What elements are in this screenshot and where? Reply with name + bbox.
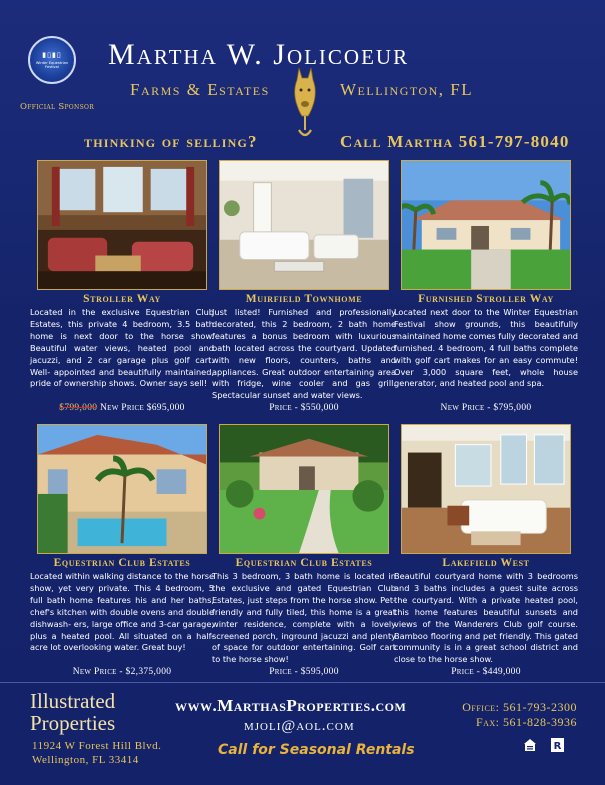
listing-description: Located within walking distance to the horse show, yet very private. This 4 bedroom, 5 full bath home features his and her baths, chef's kitchen with double ovens and double dishwash- ers, large office and 3-car garage, plus a heated pool. All situated on a half-acre lot overlooking water. Great buy! xyxy=(30,571,214,653)
svg-text:R: R xyxy=(553,741,562,752)
illustrated-properties-logo xyxy=(30,690,115,734)
brand-name: Martha W. Jolicoeur xyxy=(108,38,410,71)
listing-price: Price - $449,000 xyxy=(451,667,521,677)
realtor-icon xyxy=(551,738,564,752)
website-link[interactable]: www.MarthasProperties.com xyxy=(175,696,407,715)
listing-price xyxy=(30,403,214,413)
listing-description: Located next door to the Winter Equestrian Festival show grounds, this beautifully maintained home comes fully decorated and furnished. 4 bedroom, 4 full baths complete with golf cart makes for an easy commute! Over 3,000 square feet, whole house generator, and heated pool and spa. xyxy=(394,307,578,389)
flags-icon: ▮▯▮▯ xyxy=(42,51,62,59)
listing-description: This 3 bedroom, 3 bath home is located in the exclusive and gated Equestrian Club Estates, just steps from the horse show. Pet-friendly and fully tiled, this home is a great winter residence, complete with a lovely screened porch, inground jacuzzi and plenty of space for outdoor entertaining. Golf cart to the horse show! xyxy=(212,571,396,665)
listing-photo-equestrian-club-estates-2 xyxy=(219,424,389,554)
listing-price: Price - $595,000 xyxy=(269,667,339,677)
equal-housing-icon xyxy=(523,738,537,752)
listing-photo-equestrian-club-estates-1 xyxy=(37,424,207,554)
listing-title: Equestrian Club Estates xyxy=(235,557,373,569)
seasonal-rentals-text: Call for Seasonal Rentals xyxy=(218,742,415,758)
listing-title: Lakefield West xyxy=(442,557,530,569)
sponsor-badge-text: Winter Equestrian Festival xyxy=(35,61,69,69)
sponsor-badge-logo xyxy=(28,36,76,84)
banner-thinking-of-selling: thinking of selling? xyxy=(84,132,258,151)
listing-title: Equestrian Club Estates xyxy=(53,557,191,569)
office-phone: Office: 561-793-2300 xyxy=(462,700,577,714)
listing-price: New Price - $2,375,000 xyxy=(72,667,172,677)
horse-head-icon xyxy=(290,66,320,140)
listing-description: Located in the exclusive Equestrian Club Estates, this private 4 bedroom, 3.5 bath home is next door to the horse show. Beautiful water views, heated pool and jacuzzi, and 2 car garage plus golf cart. Well- appointed and beautifully maintained, pride of ownership shows. Owner says sell! xyxy=(30,307,214,389)
listing-photo-furnished-stroller-way xyxy=(401,160,571,290)
listing-photo-stroller-way xyxy=(37,160,207,290)
listing-price: Price - $550,000 xyxy=(269,403,339,413)
brand-subtitle-right: Wellington, FL xyxy=(340,80,474,99)
listing-title: Muirfield Townhome xyxy=(245,293,363,305)
header xyxy=(0,0,605,130)
logo-line-2: Properties xyxy=(30,711,116,735)
official-sponsor-label: Official Sponsor xyxy=(20,102,95,112)
footer-divider xyxy=(0,682,605,683)
listing-description: Just listed! Furnished and professionally decorated, this 2 bedroom, 2 bath home features a bonus bedroom with luxurious bath located across the courtyard. Updated with new floors, counters, baths and appliances. Great outdoor entertaining area with fridge, wine cooler and gas grill. Spectacular sunset and water views. xyxy=(212,307,396,401)
listing-description: Beautiful courtyard home with 3 bedrooms and 3 baths includes a guest suite across the courtyard. With a private heated pool, this home features beautiful sunsets and views of the Wanderers Club golf course. Bamboo flooring and pet friendly. This gated community is in a great school district and close to the horse show. xyxy=(394,571,578,665)
listing-title: Furnished Stroller Way xyxy=(418,293,554,305)
brand-subtitle-left: Farms & Estates xyxy=(130,80,270,99)
new-price: New Price $695,000 xyxy=(99,403,185,413)
logo-line-1: Illustrated xyxy=(30,689,116,713)
listing-price: New Price - $795,000 xyxy=(440,403,532,413)
listing-photo-lakefield-west xyxy=(401,424,571,554)
old-price: $799,000 xyxy=(59,403,98,413)
email-link[interactable]: mjoli@aol.com xyxy=(244,718,355,734)
banner-call-martha: Call Martha 561-797-8040 xyxy=(340,132,570,151)
listing-title: Stroller Way xyxy=(83,293,161,305)
address-city: Wellington, FL 33414 xyxy=(32,754,139,766)
address-street: 11924 W Forest Hill Blvd. xyxy=(32,740,162,752)
listing-photo-muirfield-townhome xyxy=(219,160,389,290)
fax-number: Fax: 561-828-3936 xyxy=(475,715,577,729)
